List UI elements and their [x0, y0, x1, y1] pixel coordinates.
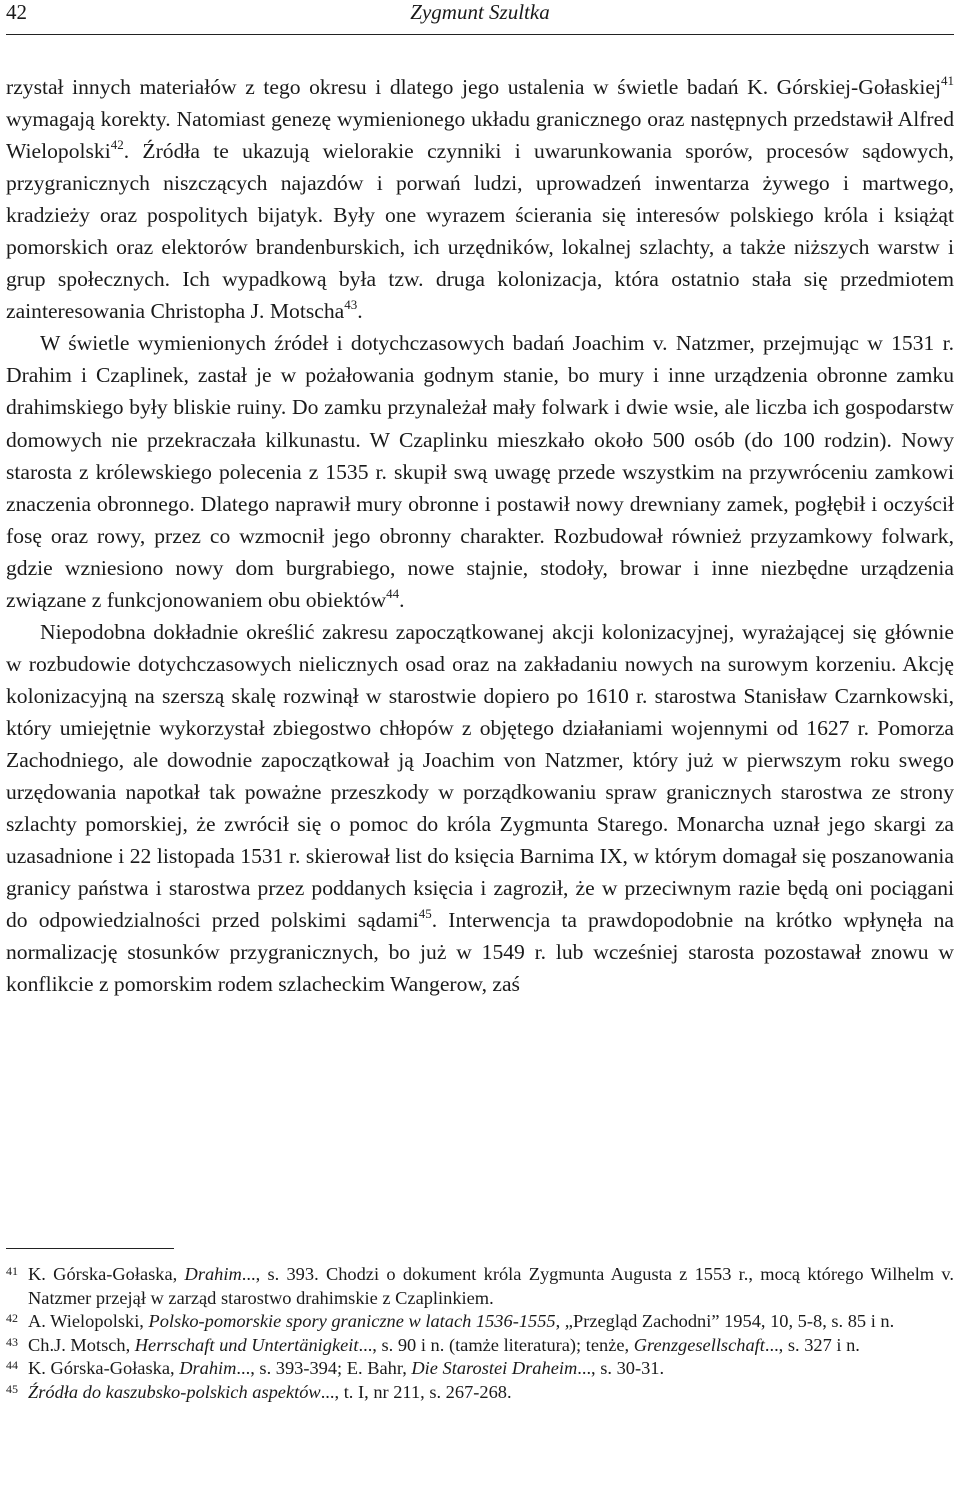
footnote: [6, 1357, 954, 1381]
footnote-reference: 43: [344, 297, 358, 313]
italic-title: Drahim: [184, 1264, 242, 1284]
footnote: [6, 1334, 954, 1358]
text-run: K. Górska-Gołaska,: [28, 1264, 185, 1284]
footnote: [6, 1381, 954, 1405]
footnote: [6, 1310, 954, 1334]
text-run: ..., s. 393-394; E. Bahr,: [236, 1358, 412, 1378]
footnote-number: 43: [6, 1334, 18, 1349]
paragraph: [6, 327, 954, 615]
text-run: ..., t. I, nr 211, s. 267-268.: [320, 1381, 512, 1402]
text-run: A. Wielopolski,: [28, 1311, 149, 1331]
text-run: ..., s. 90 i n. (tamże literatura); tenże,: [358, 1334, 634, 1355]
footnote-text: [28, 1263, 954, 1310]
text-run: W świetle wymienionych źródeł i dotychczasowych badań Joachim v. Natzmer, przejmując w 1531 r. Drahim i Czaplinek, zastał je w pożałowania godnym stanie, bo mury i inne urządzenia obronne zamku drahimskiego były bliskie ruiny. Do zamku przynależał mały folwark i dwie wsie, ale liczba ich gospodarstw domowych nie przekraczała kilkunastu. W Czaplinku mieszkało około 500 osób (do 100 rodzin). Nowy starosta z królewskiego polecenia z 1535 r. skupił swą uwagę przede wszystkim na przywróceniu zamkowi znaczenia obronnego. Dlatego naprawił mury obronne i postawił nowy drewniany zamek, pogłębił i oczyścił fosę oraz rowy, przez co wzmocnił jego obronny charakter. Rozbudował również przyzamkowy folwark, gdzie wzniesiono nowy dom burgrabiego, nowe stajnie, stodoły, browar i inne niezbędne urządzenia związane z funkcjonowaniem obu obiektów: [6, 331, 954, 612]
footnote-text: [28, 1357, 954, 1381]
book-page: [6, 0, 954, 1491]
text-run: ..., s. 327 i n.: [764, 1334, 860, 1355]
footnote: [6, 1263, 954, 1310]
footnotes: [6, 1263, 954, 1404]
text-run: wymagają korekty. Natomiast genezę wymienionego układu granicznego oraz następnych przedstawił Alfred Wielopolski: [6, 107, 954, 164]
text-run: . Interwencja ta prawdopodobnie na krótko wpłynęła na normalizację stosunków przygranicznych, bo już w 1549 r. lub wcześniej starosta pozostawał znowu w konflikcie z pomorskim rodem szlacheckim Wangerow, zaś: [6, 908, 954, 997]
body-text: [6, 71, 954, 1000]
footnote-separator: [6, 1248, 174, 1249]
italic-title: Herrschaft und Untertänigkeit: [134, 1334, 359, 1355]
italic-title: Drahim: [179, 1358, 237, 1378]
text-run: . Źródła te ukazują wielorakie czynniki i uwarunkowania sporów, procesów sądowych, przygranicznych niszczących najazdów i porwań ludzi, uprowadzeń inwentarza żywego i martwego, kradzieży oraz pospolitych bijatyk. Były one wyrazem ścierania się interesów polskiego króla i książąt pomorskich oraz elektorów brandenburskich, ich urzędników, lokalnej szlachty, a także niższych warstw i grup społecznych. Ich wypadkową była tzw. druga kolonizacja, która ostatnio stała się przedmiotem zainteresowania Christopha J. Motscha: [6, 139, 954, 324]
footnote-reference: 41: [941, 73, 954, 88]
running-title: Zygmunt Szultka: [410, 0, 550, 24]
page-number: 42: [6, 0, 27, 24]
italic-title: Grenzgesellschaft: [633, 1334, 765, 1355]
text-run: .: [357, 299, 363, 324]
footnote-reference: 42: [110, 137, 124, 153]
paragraph: [6, 71, 954, 327]
footnote-reference: 44: [386, 585, 400, 601]
text-run: , „Przegląd Zachodni” 1954, 10, 5-8, s. 85 i n.: [555, 1311, 895, 1331]
page-header: [6, 0, 954, 35]
italic-title: Polsko-pomorskie spory graniczne w latach 1536-1555: [148, 1311, 556, 1331]
footnote-number: 41: [6, 1264, 18, 1278]
paragraph: [6, 616, 954, 1001]
italic-title: Die Starostei Draheim: [411, 1358, 578, 1378]
footnote-number: 45: [6, 1381, 18, 1396]
footnote-text: [28, 1381, 954, 1405]
text-run: K. Górska-Gołaska,: [28, 1358, 180, 1378]
footnote-number: 42: [6, 1311, 18, 1325]
footnote-reference: 45: [418, 906, 432, 922]
text-run: .: [399, 587, 405, 612]
italic-title: Źródła do kaszubsko-polskich aspektów: [28, 1381, 321, 1402]
footnote-text: [28, 1334, 954, 1358]
text-run: ..., s. 393. Chodzi o dokument króla Zygmunta Augusta z 1553 r., mocą którego Wilhelm v. Natzmer przejął w zarząd starostwo drahimskie z Czaplinkiem.: [28, 1264, 954, 1308]
text-run: Ch.J. Motsch,: [28, 1334, 135, 1355]
text-run: rzystał innych materiałów z tego okresu i dlatego jego ustalenia w świetle badań K. Górskiej-Gołaskiej: [6, 75, 941, 99]
text-run: ..., s. 30-31.: [577, 1358, 665, 1378]
text-run: Niepodobna dokładnie określić zakresu zapoczątkowanej akcji kolonizacyjnej, wyrażającej się głównie w rozbudowie dotychczasowych nielicznych osad oraz na zakładaniu nowych na surowym korzeniu. Akcję kolonizacyjną na szerszą skalę rozwinął w starostwie dopiero po 1610 r. starostwa Stanisław Czarnkowski, który umiejętnie wykorzystał zbiegostwo chłopów z objętego działaniami wojennymi od 1627 r. Pomorza Zachodniego, ale dowodnie zapoczątkował ją Joachim von Natzmer, który już w pierwszym roku swego urzędowania napotkał tak poważne przeszkody w porządkowaniu spraw granicznych starostwa ze strony szlachty pomorskiej, że zwrócił się o pomoc do króla Zygmunta Starego. Monarcha uznał jego skargi za uzasadnione i 22 listopada 1531 r. skierował list do księcia Barnima IX, w którym domagał się poszanowania granicy państwa i starostwa przez poddanych księcia i zagroził, że w przeciwnym razie będą oni pociągani do odpowiedzialności przed polskimi sądami: [6, 619, 954, 933]
footnote-number: 44: [6, 1358, 18, 1372]
footnote-text: [28, 1310, 954, 1334]
